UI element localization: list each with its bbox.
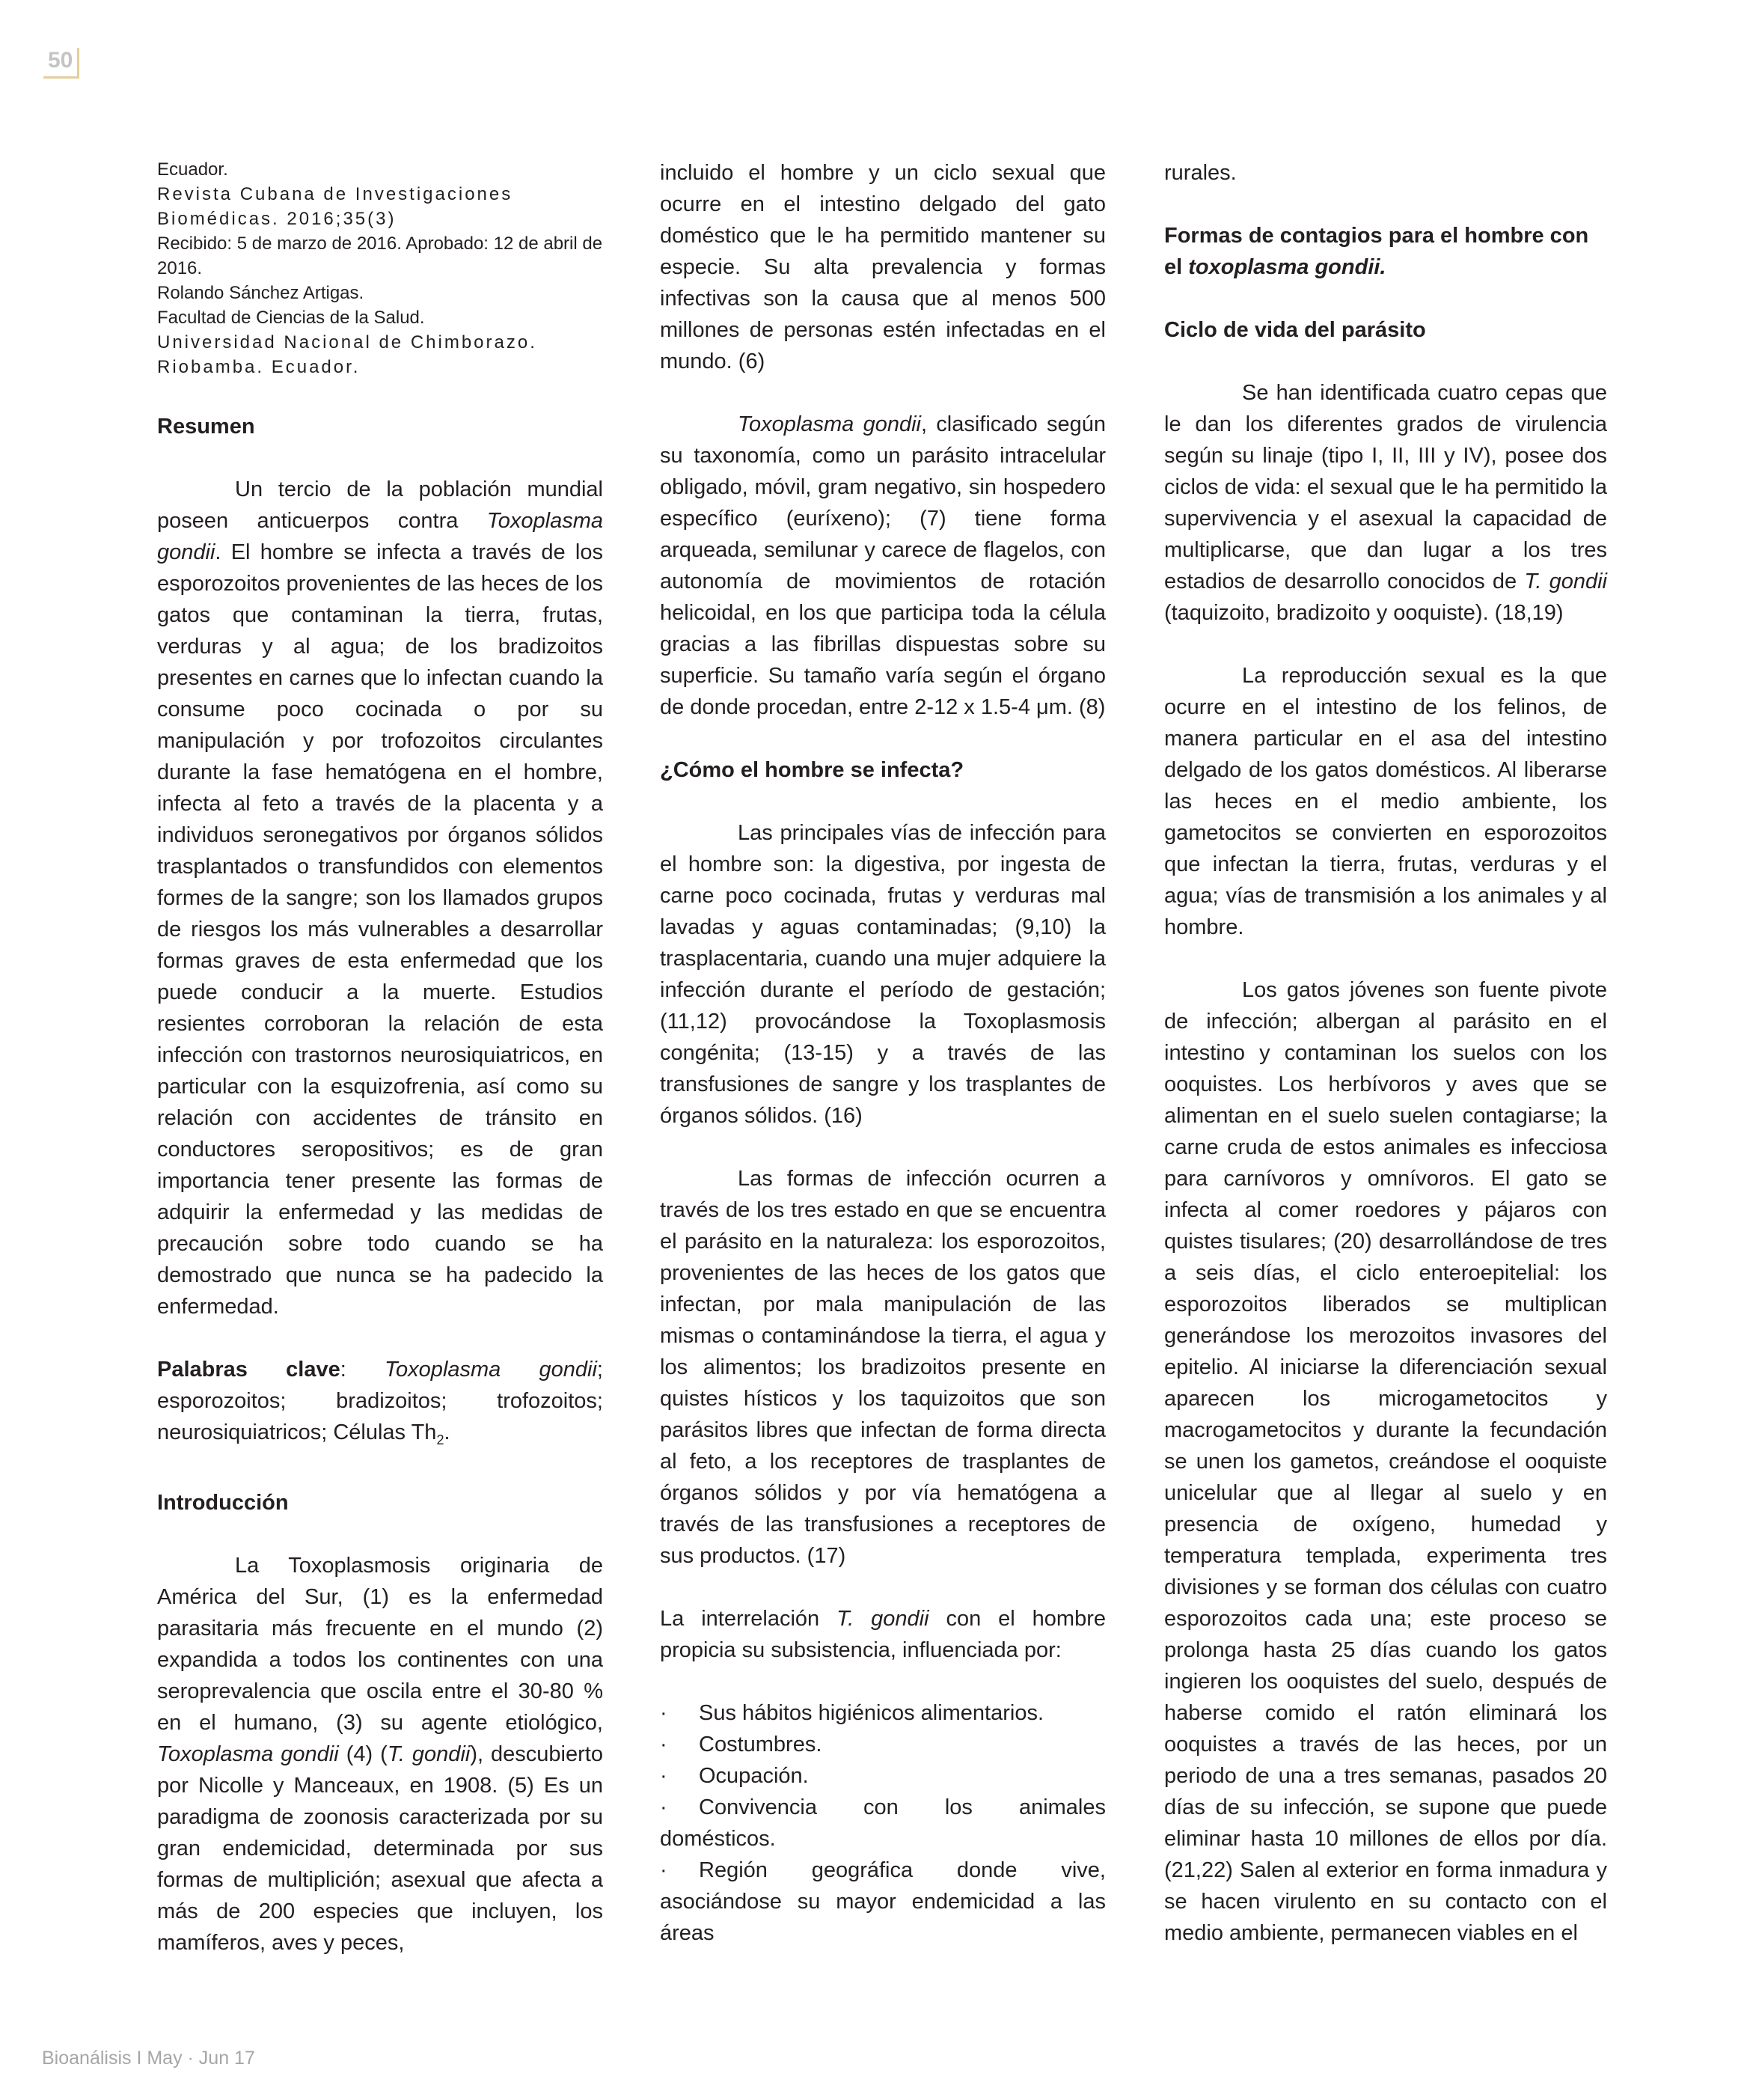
col2-paragraph-5: [660, 1603, 1106, 1666]
resumen-heading: Resumen: [157, 415, 255, 439]
page-number: 50: [43, 48, 79, 79]
col2-p5-italic: T. gondii: [836, 1607, 929, 1631]
resumen-text-a: Un tercio de la población mundial poseen anticuerpos contra: [157, 477, 603, 533]
list-item-text: Sus hábitos higiénicos alimentarios.: [699, 1701, 1044, 1725]
contagion-heading-text: Formas de contagios para el hombre con el: [1164, 224, 1589, 279]
keywords-italic: Toxoplasma gondii: [385, 1358, 597, 1382]
meta-author: Rolando Sánchez Artigas.: [157, 283, 364, 303]
list-item-text: Costumbres.: [699, 1733, 822, 1756]
resumen-paragraph: [157, 474, 603, 1322]
list-item-text: Región geográfica donde vive, asociándose su mayor endemicidad a las áreas: [660, 1858, 1106, 1945]
keywords-rest: ; esporozoitos; bradizoitos; trofozoitos; neurosiquiatricos; Células Th: [157, 1358, 603, 1444]
col2-paragraph-1: incluido el hombre y un ciclo sexual que ocurre en el intestino delgado del gato doméstico que le ha permitido mantener su especie. Su alta prevalencia y formas infectivas son la causa que al menos 500 millones de personas estén infectadas en el mundo. (6): [660, 161, 1106, 373]
col3-paragraph-2: La reproducción sexual es la que ocurre en el intestino de los felinos, de manera particular en el asa del intestino delgado de los gatos domésticos. Al liberarse las heces en el medio ambiente, los gametocitos se convierten en esporozoitos que infectan la tierra, frutas, verduras y el agua; vías de transmisión a los animales y al hombre.: [1164, 664, 1607, 939]
contagion-heading-italic: toxoplasma gondii.: [1188, 255, 1386, 279]
bullet-mark: ·: [660, 1764, 667, 1788]
intro-heading: Introducción: [157, 1490, 289, 1515]
meta-university: [157, 330, 603, 379]
col3-paragraph-0: rurales.: [1164, 161, 1237, 185]
meta-dates: Recibido: 5 de marzo de 2016. Aprobado: 12 de abril de 2016.: [157, 233, 603, 278]
column-left: [157, 157, 603, 1959]
bullet-mark: ·: [660, 1733, 667, 1756]
keywords-end: .: [444, 1420, 450, 1444]
col3-paragraph-1: [1164, 377, 1607, 629]
column-right: [1164, 157, 1607, 1949]
keywords-sub: 2: [436, 1432, 444, 1447]
footer: Bioanálisis I May · Jun 17: [42, 2048, 255, 2069]
list-item: [660, 1760, 1106, 1792]
col2-p5-text-a: La interrelación: [660, 1607, 837, 1631]
meta-journal: [157, 182, 603, 231]
intro-italic-1: Toxoplasma gondii: [157, 1742, 339, 1766]
contagion-heading: [1164, 220, 1607, 283]
meta-faculty: Facultad de Ciencias de la Salud.: [157, 308, 425, 328]
col2-paragraph-4: Las formas de infección ocurren a través de los tres estado en que se encuentra el parásito en la naturaleza: los esporozoitos, provenientes de las heces de los gatos que infectan, por mala manipulación de las mismas o contaminándose la tierra, el agua y los alimentos; los bradizoitos presente en quistes hísticos y los taquizoitos que son parásitos libres que infectan de forma directa al feto, a los receptores de trasplantes de órganos sólidos y por vía hematógena a través de las transfusiones a receptores de sus productos. (17): [660, 1167, 1106, 1568]
bullet-list: [660, 1697, 1106, 1949]
list-item: [660, 1729, 1106, 1760]
meta-journal-text: Revista Cubana de Investigaciones Biomédicas. 2016;35(3): [157, 184, 513, 229]
resumen-italic: Toxoplasma gondii: [157, 509, 603, 564]
col2-p2-text: , clasificado según su taxonomía, como un parásito intracelular obligado, móvil, gram negativo, sin hospedero específico (euríxeno); (7) tiene forma arqueada, semilunar y carece de flagelos, con autonomía de movimientos de rotación helicoidal, en los que participa toda la célula gracias a las fibrillas dispuestas sobre su superficie. Su tamaño varía según el órgano de donde procedan, entre 2-12 x 1.5-4 μm. (8): [660, 412, 1106, 719]
meta-university-text: Universidad Nacional de Chimborazo. Riobamba. Ecuador.: [157, 332, 537, 377]
intro-text-c: ), descubierto por Nicolle y Manceaux, en 1908. (5) Es un paradigma de zoonosis caracterizada por su gran endemicidad, determinada por sus formas de multiplición; asexual que afecta a más de 200 especies que incluyen, los mamíferos, aves y peces,: [157, 1742, 603, 1955]
col2-paragraph-3: Las principales vías de infección para el hombre son: la digestiva, por ingesta de carne poco cocinada, frutas y verduras mal lavadas y aguas contaminadas; (9,10) la trasplacentaria, cuando una mujer adquiere la infección durante el período de gestación; (11,12) provocándose la Toxoplasmosis congénita; (13-15) y a través de las transfusiones de sangre y los trasplantes de órganos sólidos. (16): [660, 821, 1106, 1128]
list-item: [660, 1855, 1106, 1949]
keywords-paragraph: Palabras clave: Toxoplasma gondii; esporozoitos; bradizoitos; trofozoitos; neurosiquiatricos; Células $Th_2$.: [157, 1358, 603, 1447]
bullet-mark: ·: [660, 1701, 667, 1725]
keywords-label: Palabras clave: [157, 1358, 340, 1382]
bullet-mark: ·: [660, 1795, 667, 1819]
list-item-text: Convivencia con los animales domésticos.: [660, 1795, 1106, 1851]
col3-p1-text-b: (taquizoito, bradizoito y ooquiste). (18,19): [1164, 601, 1564, 625]
infection-heading: ¿Cómo el hombre se infecta?: [660, 758, 964, 782]
col3-paragraph-3: Los gatos jóvenes son fuente pivote de infección; albergan al parásito en el intestino y contaminan los suelos con los ooquistes. Los herbívoros y aves que se alimentan en el suelo suelen contagiarse; la carne cruda de estos animales es infecciosa para carnívoros y omnívoros. El gato se infecta al comer roedores y pájaros con quistes tisulares; (20) desarrollándose de tres a seis días, el ciclo enteroepitelial: los esporozoitos liberados se multiplican generándose los merozoitos invasores del epitelio. Al iniciarse la diferenciación sexual aparecen los microgametocitos y macrogametocitos y durante la fecundación se unen los gametos, creándose el ooquiste unicelular que al llegar al suelo y en presencia de oxígeno, humedad y temperatura templada, experimenta tres divisiones y se forman dos células con cuatro esporozoitos cada una; este proceso se prolonga hasta 25 días cuando los gatos ingieren los ooquistes del suelo, después de haberse comido el ratón eliminará los ooquistes a través de las heces, por un periodo de una a tres semanas, pasados 20 días de su infección, se supone que puede eliminar hasta 10 millones de ellos por día. (21,22) Salen al exterior en forma inmadura y se hacen virulento en su contacto con el medio ambiente, permanecen viables en el: [1164, 978, 1607, 1945]
col2-p5-text-b: con el hombre propicia su subsistencia, influenciada por:: [660, 1607, 1106, 1662]
meta-country: Ecuador.: [157, 159, 228, 180]
intro-text-b: (4) (: [338, 1742, 388, 1766]
life-cycle-heading: Ciclo de vida del parásito: [1164, 318, 1426, 342]
intro-paragraph: [157, 1550, 603, 1959]
resumen-text-b: . El hombre se infecta a través de los esporozoitos provenientes de las heces de los gatos que contaminan la tierra, frutas, verduras y al agua; de los bradizoitos presentes en carnes que lo infectan cuando la consume poco cocinada o por su manipulación y por trofozoitos circulantes durante la fase hematógena en el hombre, infecta al feto a través de la placenta y a individuos seronegativos por órganos sólidos trasplantados o transfundidos con elementos formes de la sangre; son los llamados grupos de riesgos los más vulnerables a desarrollar formas graves de esta enfermedad que los puede conducir a la muerte. Estudios resientes corroboran la relación de esta infección con trastornos neurosiquiatricos, en particular con la esquizofrenia, así como su relación con accidentes de tránsito en conductores seropositivos; es de gran importancia tener presente las formas de adquirir la enfermedad y las medidas de precaución sobre todo cuando se ha demostrado que nunca se ha padecido la enfermedad.: [157, 540, 603, 1319]
list-item: [660, 1697, 1106, 1729]
intro-italic-2: T. gondii: [387, 1742, 471, 1766]
col3-p1-text-a: Se han identificada cuatro cepas que le dan los diferentes grados de virulencia según su linaje (tipo I, II, III y IV), posee dos ciclos de vida: el sexual que le ha permitido la supervivencia y el asexual la capacidad de multiplicarse, que dan lugar a los tres estadios de desarrollo conocidos de: [1164, 381, 1607, 593]
column-middle: [660, 157, 1106, 1949]
list-item-text: Ocupación.: [699, 1764, 809, 1788]
intro-text-a: La Toxoplasmosis originaria de América del Sur, (1) es la enfermedad parasitaria más frecuente en el mundo (2) expandida a todos los continentes con una seroprevalencia que oscila entre el 30-80 % en el humano, (3) su agente etiológico,: [157, 1553, 603, 1735]
col2-paragraph-2: [660, 409, 1106, 723]
bullet-mark: ·: [660, 1858, 667, 1882]
col3-p1-italic: T. gondii: [1524, 570, 1607, 593]
col2-p2-italic: Toxoplasma gondii: [738, 412, 921, 436]
list-item: [660, 1792, 1106, 1855]
